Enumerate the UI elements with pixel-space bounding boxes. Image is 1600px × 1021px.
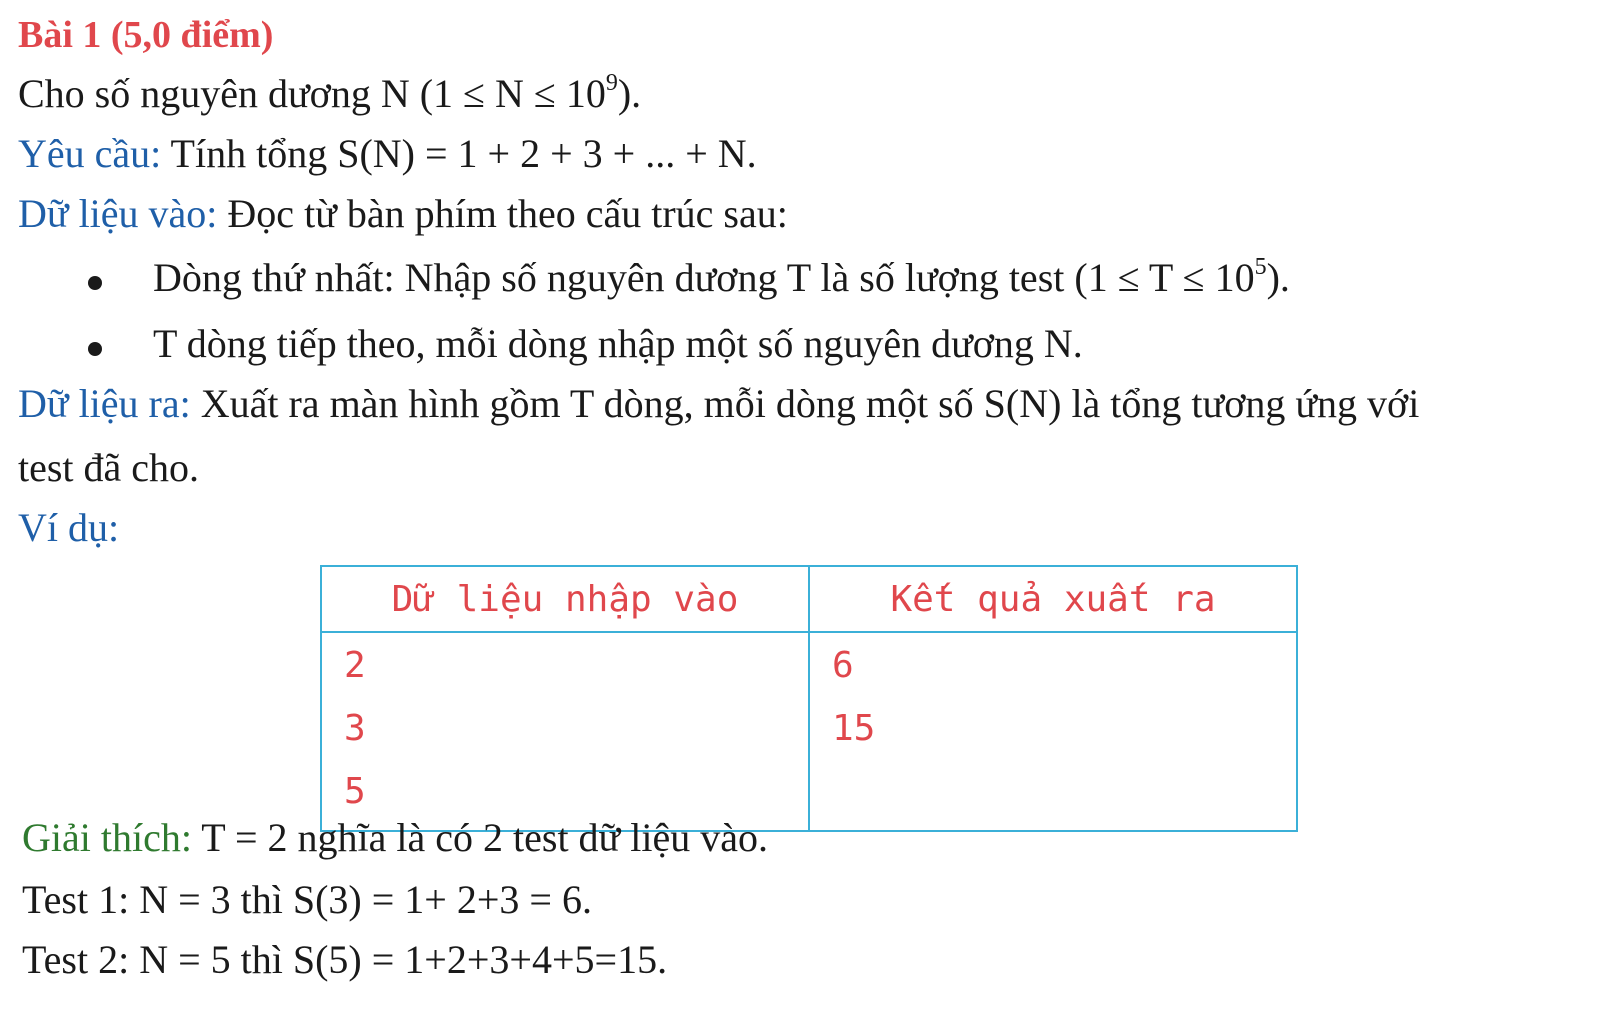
bullet-1-exponent: 5 <box>1254 254 1267 281</box>
intro-exponent: 9 <box>605 70 618 97</box>
requirement-text: Tính tổng S(N) = 1 + 2 + 3 + ... + N. <box>161 131 757 176</box>
explanation-label: Giải thích: <box>22 815 192 860</box>
intro-suffix: ). <box>617 71 642 116</box>
example-label: Ví dụ: <box>18 505 120 550</box>
explanation-line <box>22 815 768 860</box>
bullet-2-text: T dòng tiếp theo, mỗi dòng nhập một số nguyên dương N. <box>153 321 1083 366</box>
output-value: 6 <box>832 645 854 686</box>
test2-line: Test 2: N = 5 thì S(5) = 1+2+3+4+5=15. <box>22 937 668 982</box>
table-header-output: Kết quả xuất ra <box>809 566 1297 632</box>
output-label: Dữ liệu ra: <box>18 381 191 426</box>
output-text-line2: test đã cho. <box>18 445 200 490</box>
test1-line: Test 1: N = 3 thì S(3) = 1+ 2+3 = 6. <box>22 877 592 922</box>
requirement-line <box>18 131 757 176</box>
input-text: Đọc từ bàn phím theo cấu trúc sau: <box>217 191 788 236</box>
bullet-1-suffix: ). <box>1266 255 1290 300</box>
output-line <box>18 381 1420 426</box>
explanation-text: T = 2 nghĩa là có 2 test dữ liệu vào. <box>191 815 768 860</box>
output-text-line1: Xuất ra màn hình gồm T dòng, mỗi dòng một số S(N) là tổng tương ứng với <box>190 381 1420 426</box>
table-header-input: Dữ liệu nhập vào <box>321 566 809 632</box>
bullet-1-prefix: Dòng thứ nhất: Nhập số nguyên dương T là số lượng test (1 ≤ T ≤ 10 <box>153 255 1255 300</box>
requirement-label: Yêu cầu: <box>18 131 162 176</box>
problem-title: Bài 1 (5,0 điểm) <box>18 14 274 56</box>
bullet-item-1 <box>153 254 1290 300</box>
input-line <box>18 191 788 236</box>
bullet-dot <box>88 276 102 290</box>
intro-prefix: Cho số nguyên dương N (1 ≤ N ≤ 10 <box>18 71 606 116</box>
input-value: 3 <box>344 708 366 749</box>
example-table <box>320 565 1298 832</box>
problem-intro <box>18 70 642 116</box>
bullet-dot <box>88 342 102 356</box>
bullet-item-2 <box>153 321 1083 366</box>
input-value: 2 <box>344 645 366 686</box>
input-label: Dữ liệu vào: <box>18 191 218 236</box>
input-value: 5 <box>344 771 366 812</box>
output-value: 15 <box>832 708 876 749</box>
table-output-cell <box>809 632 1297 831</box>
table-input-cell <box>321 632 809 831</box>
